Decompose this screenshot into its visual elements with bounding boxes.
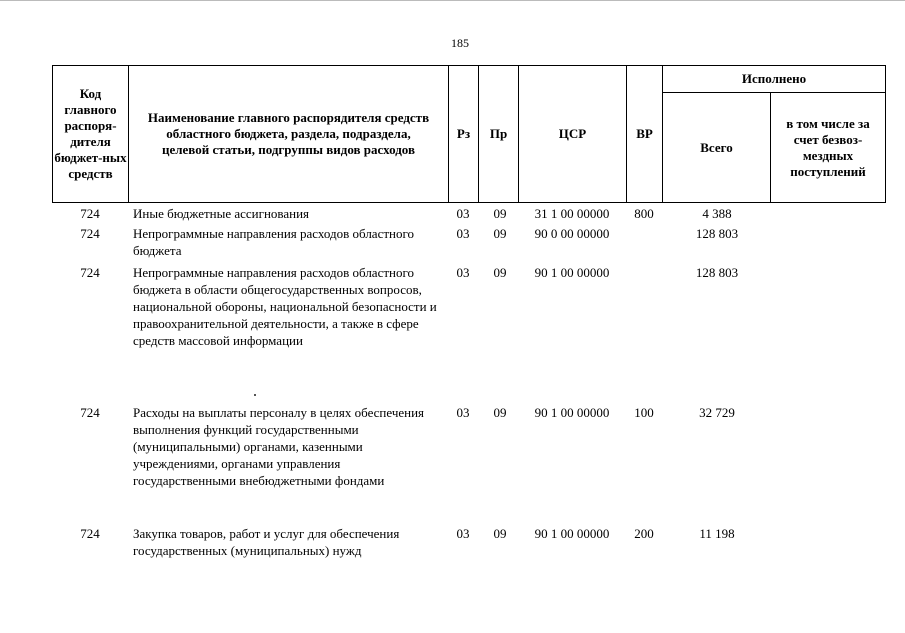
row-pr: 09	[493, 226, 507, 241]
row-csr: 90 0 00 00000	[534, 226, 610, 241]
row-code: 724	[80, 206, 100, 221]
row-pr: 09	[493, 405, 507, 420]
row-code: 724	[80, 265, 100, 280]
header-total: Всего	[663, 93, 771, 202]
row-vr: 200	[634, 526, 654, 541]
page-number: 185	[451, 36, 469, 50]
table-header	[52, 65, 886, 203]
header-vr: ВР	[627, 66, 663, 202]
row-total: 11 198	[699, 526, 735, 541]
header-gratuitous: в том числе за счет безвоз-мездных поступлений	[786, 115, 870, 179]
header-pr: Пр	[479, 66, 519, 202]
row-vr: 100	[634, 405, 654, 420]
row-name: Закупка товаров, работ и услуг для обеспечения государственных (муниципальных) нужд	[133, 526, 400, 558]
row-name: Непрограммные направления расходов областного бюджета в области общегосударственных вопросов, национальной обороны, национальной безопасности и правоохранительной деятельности, а также в сфере средств массовой информации	[133, 265, 437, 348]
scan-edge	[0, 0, 905, 1]
row-total: 128 803	[695, 226, 739, 241]
row-rz: 03	[456, 405, 470, 420]
row-name: Расходы на выплаты персоналу в целях обеспечения выполнения функций государственными (муниципальными) органами, казенными учреждениями, органами управления государственными внебюджетными фондами	[133, 405, 425, 488]
header-executed: Исполнено	[663, 66, 885, 93]
row-pr: 09	[493, 206, 507, 221]
row-total: 4 388	[702, 206, 732, 221]
row-csr: 90 1 00 00000	[534, 405, 610, 420]
row-vr: 800	[634, 206, 654, 221]
row-csr: 31 1 00 00000	[534, 206, 610, 221]
row-total: 128 803	[695, 265, 739, 280]
row-csr: 90 1 00 00000	[534, 265, 610, 280]
row-rz: 03	[456, 265, 470, 280]
row-rz: 03	[456, 526, 470, 541]
row-csr: 90 1 00 00000	[534, 526, 610, 541]
row-pr: 09	[493, 265, 507, 280]
header-csr: ЦСР	[519, 66, 627, 202]
row-rz: 03	[456, 226, 470, 241]
header-code: Код главного распоря-дителя бюджет-ных средств	[53, 66, 129, 202]
scan-speck	[254, 394, 256, 396]
row-name: Иные бюджетные ассигнования	[133, 206, 310, 221]
row-name: Непрограммные направления расходов областного бюджета	[133, 226, 414, 258]
row-pr: 09	[493, 526, 507, 541]
row-code: 724	[80, 405, 100, 420]
row-rz: 03	[456, 206, 470, 221]
header-rz: Рз	[449, 66, 479, 202]
row-code: 724	[80, 526, 100, 541]
header-name: Наименование главного распорядителя средств областного бюджета, раздела, подраздела, целевой статьи, подгруппы видов расходов	[129, 66, 449, 202]
row-total: 32 729	[699, 405, 735, 420]
row-code: 724	[80, 226, 100, 241]
